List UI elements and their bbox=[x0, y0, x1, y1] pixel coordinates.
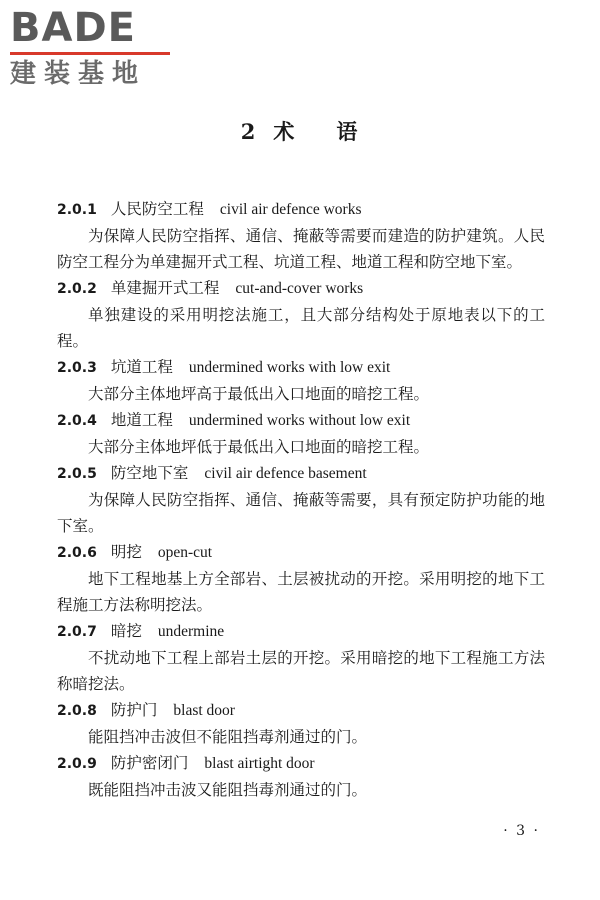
logo-underline bbox=[10, 52, 170, 55]
term-english: blast door bbox=[173, 702, 235, 719]
term-chinese: 人民防空工程 bbox=[110, 200, 204, 218]
term-heading bbox=[57, 196, 545, 223]
term-heading bbox=[57, 618, 545, 645]
term-heading bbox=[57, 750, 545, 777]
term-number: 2.0.5 bbox=[57, 466, 97, 482]
term-number: 2.0.2 bbox=[57, 281, 97, 297]
chapter-title-part1: 术 bbox=[273, 119, 297, 144]
bade-logo bbox=[10, 6, 180, 89]
term-item bbox=[57, 697, 545, 750]
term-item bbox=[57, 750, 545, 803]
term-chinese: 防空地下室 bbox=[110, 464, 189, 482]
term-number: 2.0.8 bbox=[57, 703, 97, 719]
term-english: civil air defence basement bbox=[204, 465, 367, 482]
term-definition: 大部分主体地坪低于最低出入口地面的暗挖工程。 bbox=[88, 438, 430, 456]
term-item bbox=[57, 539, 545, 618]
term-definition: 为保障人民防空指挥、通信、掩蔽等需要而建造的防护建筑。人民防空工程分为单建掘开式工程、坑道工程、地道工程和防空地下室。 bbox=[57, 227, 545, 271]
term-number: 2.0.3 bbox=[57, 360, 97, 376]
term-heading bbox=[57, 539, 545, 566]
logo-text-cn: 建装基地 bbox=[10, 59, 147, 89]
term-definition: 单独建设的采用明挖法施工，且大部分结构处于原地表以下的工程。 bbox=[57, 306, 545, 350]
term-definition: 为保障人民防空指挥、通信、掩蔽等需要，具有预定防护功能的地下室。 bbox=[57, 491, 545, 535]
term-item bbox=[57, 275, 545, 354]
term-chinese: 防护密闭门 bbox=[110, 754, 189, 772]
term-heading bbox=[57, 697, 545, 724]
term-item bbox=[57, 460, 545, 539]
term-number: 2.0.9 bbox=[57, 756, 97, 772]
term-number: 2.0.7 bbox=[57, 624, 97, 640]
term-english: undermine bbox=[157, 623, 225, 640]
term-heading bbox=[57, 275, 545, 302]
term-item bbox=[57, 618, 545, 697]
term-definition: 大部分主体地坪高于最低出入口地面的暗挖工程。 bbox=[88, 385, 430, 403]
term-english: blast airtight door bbox=[204, 755, 315, 772]
term-english: cut-and-cover works bbox=[235, 280, 364, 297]
term-definition: 地下工程地基上方全部岩、土层被扰动的开挖。采用明挖的地下工程施工方法称明挖法。 bbox=[57, 570, 545, 614]
term-chinese: 暗挖 bbox=[110, 622, 142, 640]
logo-text-en: BADE bbox=[10, 5, 136, 51]
term-number: 2.0.6 bbox=[57, 545, 97, 561]
term-heading bbox=[57, 354, 545, 381]
term-item bbox=[57, 354, 545, 407]
term-english: undermined works with low exit bbox=[188, 359, 391, 376]
term-english: civil air defence works bbox=[219, 201, 362, 218]
term-chinese: 单建掘开式工程 bbox=[110, 279, 220, 297]
term-definition: 既能阻挡冲击波又能阻挡毒剂通过的门。 bbox=[88, 781, 368, 799]
term-chinese: 防护门 bbox=[110, 701, 158, 719]
chapter-title-part2: 语 bbox=[336, 119, 360, 144]
chapter-number: 2 bbox=[240, 119, 258, 144]
page-number: · 3 · bbox=[503, 823, 540, 839]
term-number: 2.0.4 bbox=[57, 413, 97, 429]
term-english: open-cut bbox=[157, 544, 213, 561]
term-heading bbox=[57, 460, 545, 487]
term-chinese: 地道工程 bbox=[110, 411, 173, 429]
chapter-title bbox=[0, 116, 600, 146]
term-heading bbox=[57, 407, 545, 434]
terms-list bbox=[57, 196, 545, 803]
term-definition: 不扰动地下工程上部岩土层的开挖。采用暗挖的地下工程施工方法称暗挖法。 bbox=[57, 649, 545, 693]
term-english: undermined works without low exit bbox=[188, 412, 411, 429]
term-definition: 能阻挡冲击波但不能阻挡毒剂通过的门。 bbox=[88, 728, 368, 746]
term-chinese: 坑道工程 bbox=[110, 358, 173, 376]
term-number: 2.0.1 bbox=[57, 202, 97, 218]
term-chinese: 明挖 bbox=[110, 543, 142, 561]
term-item bbox=[57, 407, 545, 460]
term-item bbox=[57, 196, 545, 275]
